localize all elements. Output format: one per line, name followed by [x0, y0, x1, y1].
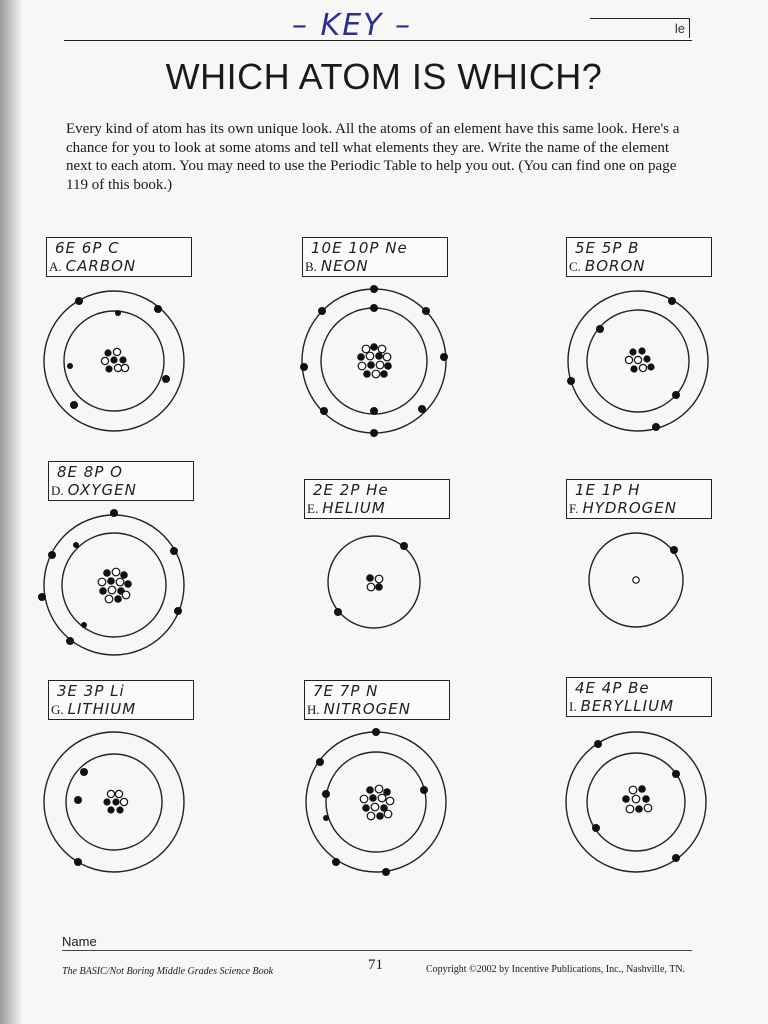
nucleus-particle: [101, 357, 108, 364]
electron-dot: [323, 815, 329, 821]
atom-letter: I.: [569, 699, 577, 714]
handwritten-counts: 4E 4P Be: [575, 679, 650, 697]
electron-dot: [110, 509, 118, 517]
electron-dot: [370, 285, 378, 293]
handwritten-counts: 7E 7P N: [313, 682, 379, 700]
nucleus-particle: [116, 578, 124, 586]
nucleus-particle: [360, 795, 368, 803]
electron-dot: [422, 307, 430, 315]
atom-diagram-f: [586, 530, 686, 630]
nucleus-particle: [383, 353, 391, 361]
nucleus-particle: [643, 355, 650, 362]
nucleus-particle: [376, 361, 384, 369]
electron-dot: [70, 401, 78, 409]
nucleus-particle: [122, 591, 130, 599]
nucleus-particle: [358, 362, 366, 370]
atom-diagram-i: [566, 727, 706, 877]
electron-dot: [334, 608, 342, 616]
atom-answer: HYDROGEN: [582, 499, 677, 517]
electron-shell-ring: [326, 752, 426, 852]
nucleus-particle: [375, 575, 383, 583]
nucleus-particle: [116, 806, 123, 813]
atom-nucleus: [366, 574, 383, 591]
electron-dot: [332, 858, 340, 866]
book-title: The BASIC/Not Boring Middle Grades Science Book: [62, 966, 274, 977]
electron-dot: [372, 728, 380, 736]
electron-dot: [370, 304, 378, 312]
electron-dot: [567, 377, 575, 385]
atom-answer: LITHIUM: [67, 700, 137, 718]
nucleus-particle: [366, 786, 374, 794]
atom-letter: H.: [307, 702, 320, 717]
electron-dot: [418, 405, 426, 413]
page-scan-edge: [0, 0, 22, 1024]
handwritten-counts: 1E 1P H: [575, 481, 641, 499]
nucleus-particle: [107, 790, 114, 797]
atom-label-box-f: [566, 479, 712, 519]
nucleus-particle: [112, 568, 120, 576]
atom-letter: B.: [305, 259, 317, 274]
nucleus-particle: [632, 795, 640, 803]
electron-shell-ring: [328, 536, 420, 628]
nucleus-particle: [120, 798, 127, 805]
atom-nucleus: [103, 790, 127, 813]
electron-dot: [322, 790, 330, 798]
nucleus-particle: [366, 352, 374, 360]
electron-dot: [592, 824, 600, 832]
nucleus-particle: [371, 803, 379, 811]
nucleus-particle: [629, 786, 637, 794]
handwritten-counts: 5E 5P B: [575, 239, 640, 257]
atom-label-box-h: [304, 680, 450, 720]
nucleus-particle: [644, 804, 652, 812]
atom-diagram-c: [568, 286, 708, 436]
nucleus-particle: [105, 365, 112, 372]
atom-diagram-a: [44, 286, 184, 436]
electron-shell-ring: [306, 732, 446, 872]
nucleus-particle: [638, 785, 646, 793]
electron-dot: [154, 305, 162, 313]
nucleus-particle: [625, 356, 632, 363]
nucleus-particle: [103, 569, 111, 577]
nucleus-particle: [99, 587, 107, 595]
name-line: [62, 950, 692, 951]
electron-dot: [300, 363, 308, 371]
copyright-notice: Copyright ©2002 by Incentive Publications, Inc., Nashville, TN.: [426, 964, 686, 975]
nucleus-particle: [384, 362, 392, 370]
nucleus-particle: [366, 574, 374, 582]
nucleus-particle: [369, 794, 377, 802]
nucleus-particle: [114, 595, 122, 603]
electron-shell-ring: [62, 533, 166, 637]
handwritten-counts: 6E 6P C: [55, 239, 120, 257]
nucleus-particle: [378, 794, 386, 802]
nucleus-particle: [375, 785, 383, 793]
nucleus-particle: [367, 583, 375, 591]
atom-answer: NEON: [320, 257, 369, 275]
nucleus-particle: [103, 798, 110, 805]
electron-dot: [170, 547, 178, 555]
handwritten-counts: 2E 2P He: [313, 481, 389, 499]
atom-label-box-i: [566, 677, 712, 717]
nucleus-particle: [376, 812, 384, 820]
page-title: WHICH ATOM IS WHICH?: [165, 56, 603, 97]
electron-shell-ring: [44, 515, 184, 655]
answer-key-mark: – KEY –: [292, 8, 413, 43]
electron-dot: [382, 868, 390, 876]
nucleus-particle: [630, 365, 637, 372]
electron-dot: [652, 423, 660, 431]
atom-diagram-b: [304, 286, 444, 436]
nucleus-particle: [121, 364, 128, 371]
instructions-paragraph: Every kind of atom has its own unique look. All the atoms of an element have this same look. Here's a chance for you to look at some atoms and tell what elements they are. Write the name of the element next to each atom. You may need to use the Periodic Table to help you out. (You can find one on page 119 of this book.): [66, 121, 680, 193]
electron-dot: [633, 577, 639, 583]
nucleus-particle: [626, 805, 634, 813]
atom-letter: E.: [307, 501, 319, 516]
nucleus-particle: [638, 347, 645, 354]
electron-dot: [81, 622, 87, 628]
nucleus-particle: [386, 797, 394, 805]
nucleus-particle: [108, 586, 116, 594]
nucleus-particle: [629, 348, 636, 355]
electron-dot: [672, 854, 680, 862]
nucleus-particle: [357, 353, 365, 361]
atom-label-box-a: [46, 237, 192, 277]
nucleus-particle: [367, 361, 375, 369]
nucleus-particle: [363, 370, 371, 378]
electron-dot: [73, 542, 79, 548]
atom-answer: BERYLLIUM: [580, 697, 675, 715]
nucleus-particle: [367, 812, 375, 820]
electron-dot: [672, 391, 680, 399]
nucleus-particle: [622, 795, 630, 803]
atom-label-box-b: [302, 237, 448, 277]
electron-dot: [420, 786, 428, 794]
atom-diagram-d: [44, 510, 184, 660]
atom-answer: HELIUM: [322, 499, 386, 517]
electron-dot: [316, 758, 324, 766]
electron-dot: [174, 607, 182, 615]
electron-dot: [370, 407, 378, 415]
page-number: 71: [368, 957, 383, 973]
electron-dot: [66, 637, 74, 645]
atom-answer: BORON: [584, 257, 646, 275]
nucleus-particle: [647, 363, 654, 370]
nucleus-particle: [114, 364, 121, 371]
nucleus-particle: [104, 349, 111, 356]
atom-label-box-e: [304, 479, 450, 519]
nucleus-particle: [378, 345, 386, 353]
nucleus-particle: [375, 583, 383, 591]
electron-dot: [48, 551, 56, 559]
atom-nucleus: [357, 343, 392, 378]
electron-dot: [75, 297, 83, 305]
nucleus-particle: [634, 356, 641, 363]
electron-dot: [596, 325, 604, 333]
nucleus-particle: [107, 577, 115, 585]
electron-dot: [400, 542, 408, 550]
handwritten-counts: 8E 8P O: [57, 463, 123, 481]
electron-dot: [38, 593, 46, 601]
atom-nucleus: [625, 347, 654, 372]
nucleus-particle: [362, 345, 370, 353]
atom-diagram-g: [44, 727, 184, 877]
electron-dot: [74, 796, 82, 804]
atom-diagram-e: [324, 532, 424, 632]
atom-answer: CARBON: [65, 257, 137, 275]
atom-letter: F.: [569, 501, 579, 516]
electron-dot: [74, 858, 82, 866]
header-rule: [64, 40, 692, 41]
atom-diagram-h: [306, 727, 446, 877]
nucleus-particle: [119, 356, 126, 363]
nucleus-particle: [375, 352, 383, 360]
atom-answer: OXYGEN: [67, 481, 137, 499]
nucleus-particle: [110, 356, 117, 363]
electron-dot: [115, 310, 121, 316]
atom-nucleus: [101, 348, 128, 372]
electron-dot: [440, 353, 448, 361]
atom-letter: G.: [51, 702, 64, 717]
atom-nucleus: [360, 785, 394, 820]
nucleus-particle: [362, 804, 370, 812]
electron-dot: [668, 297, 676, 305]
handwritten-counts: 3E 3P Li: [57, 682, 125, 700]
electron-dot: [318, 307, 326, 315]
electron-dot: [162, 375, 170, 383]
name-label: Name: [62, 934, 97, 949]
electron-dot: [67, 363, 73, 369]
corner-tab: le: [590, 18, 690, 38]
nucleus-particle: [115, 790, 122, 797]
nucleus-particle: [107, 806, 114, 813]
electron-dot: [80, 768, 88, 776]
handwritten-counts: 10E 10P Ne: [311, 239, 408, 257]
atom-nucleus: [98, 568, 132, 603]
atom-nucleus: [622, 785, 652, 813]
electron-shell-ring: [321, 308, 427, 414]
electron-dot: [320, 407, 328, 415]
atom-letter: A.: [49, 259, 62, 274]
atom-letter: D.: [51, 483, 64, 498]
atom-label-box-c: [566, 237, 712, 277]
atom-label-box-g: [48, 680, 194, 720]
nucleus-particle: [112, 798, 119, 805]
nucleus-particle: [380, 370, 388, 378]
nucleus-particle: [98, 578, 106, 586]
electron-dot: [594, 740, 602, 748]
nucleus-particle: [642, 795, 650, 803]
atom-label-box-d: [48, 461, 194, 501]
electron-dot: [670, 546, 678, 554]
electron-dot: [370, 429, 378, 437]
nucleus-particle: [370, 343, 378, 351]
nucleus-particle: [639, 364, 646, 371]
atom-answer: NITROGEN: [323, 700, 411, 718]
electron-dot: [672, 770, 680, 778]
nucleus-particle: [113, 348, 120, 355]
nucleus-particle: [372, 370, 380, 378]
nucleus-particle: [124, 580, 132, 588]
nucleus-particle: [120, 571, 128, 579]
nucleus-particle: [384, 810, 392, 818]
nucleus-particle: [105, 595, 113, 603]
nucleus-particle: [635, 805, 643, 813]
atom-letter: C.: [569, 259, 581, 274]
